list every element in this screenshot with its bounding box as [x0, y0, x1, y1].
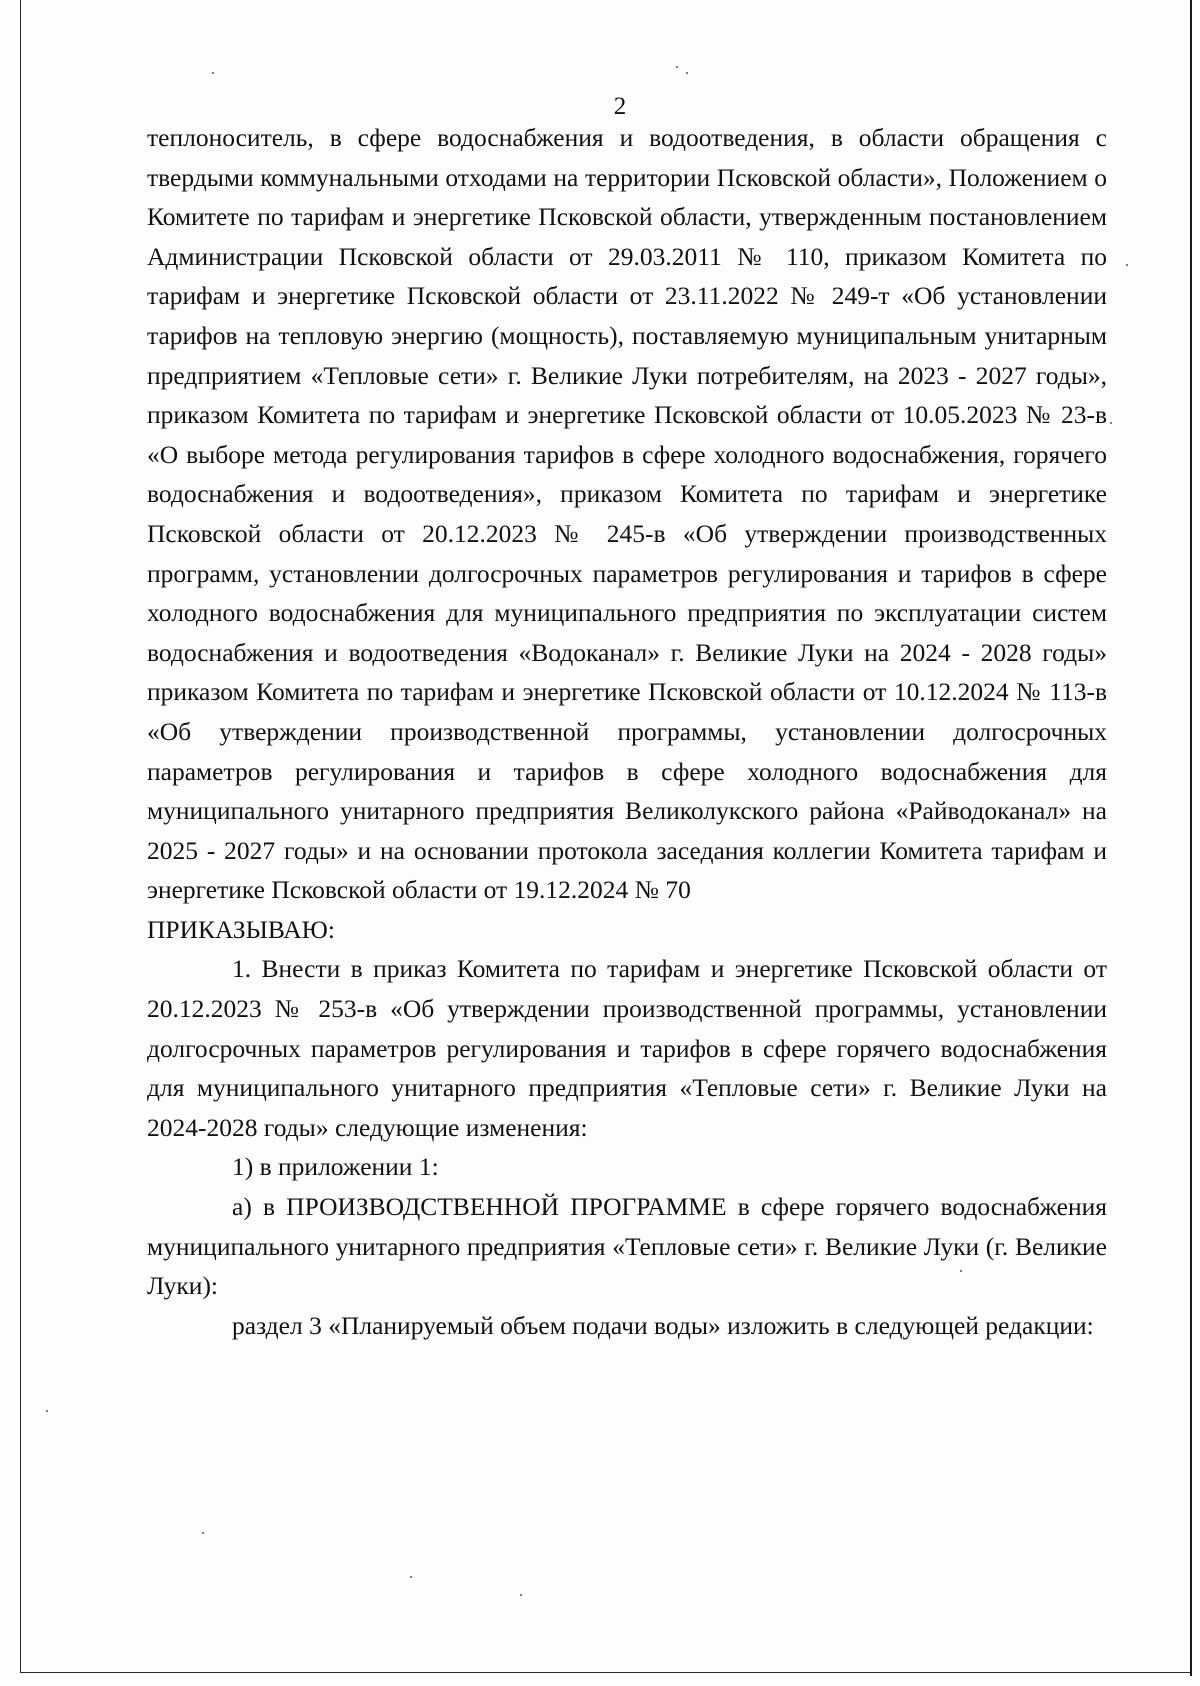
paragraph-order-heading: ПРИКАЗЫВАЮ: — [147, 914, 335, 944]
scan-speck — [410, 1576, 412, 1578]
scan-speck — [1126, 264, 1128, 266]
scan-speck — [46, 1410, 48, 1412]
page-edge-bottom — [20, 1672, 1190, 1673]
scan-speck — [1110, 422, 1112, 424]
paragraph-item-1: 1. Внести в приказ Комитета по тарифам и энергетике Псковской области от 20.12.2023 № 253-в «Об утверждении производственной программы, установлении долгосрочных параметров регулирования и тарифов в сфере горячего водоснабжения для муниципального унитарного предприятия «Тепловые сети» г. Великие Луки на 2024-2028 годы» следующие изменения: — [147, 954, 1107, 1142]
scan-speck — [212, 72, 214, 74]
paragraph-section-3: раздел 3 «Планируемый объем подачи воды» изложить в следующей редакции: — [232, 1310, 1094, 1340]
document-body — [147, 118, 1107, 1345]
paragraph-subitem-1: 1) в приложении 1: — [232, 1152, 439, 1182]
page-number: 2 — [613, 93, 627, 120]
scan-speck — [676, 66, 678, 68]
page-edge-right — [1190, 0, 1192, 1676]
paragraph-subitem-a: а) в ПРОИЗВОДСТВЕННОЙ ПРОГРАММЕ в сфере горячего водоснабжения муниципального унитарного предприятия «Тепловые сети» г. Великие Луки (г. Великие Луки): — [147, 1192, 1107, 1301]
scan-speck — [202, 1532, 204, 1534]
paragraph-preamble: теплоноситель, в сфере водоснабжения и водоотведения, в области обращения с твердыми коммунальными отходами на территории Псковской области», Положением о Комитете по тарифам и энергетике Псковской области, утвержденным постановлением Администрации Псковской области от 29.03.2011 № 110, приказом Комитета по тарифам и энергетике Псковской области от 23.11.2022 № 249-т «Об установлении тарифов на тепловую энергию (мощность), поставляемую муниципальным унитарным предприятием «Тепловые сети» г. Великие Луки потребителям, на 2023 - 2027 годы», приказом Комитета по тарифам и энергетике Псковской области от 10.05.2023 № 23-в «О выборе метода регулирования тарифов в сфере холодного водоснабжения, горячего водоснабжения и водоотведения», приказом Комитета по тарифам и энергетике Псковской области от 20.12.2023 № 245-в «Об утверждении производственных программ, установлении долгосрочных параметров регулирования и тарифов в сфере холодного водоснабжения для муниципального предприятия по эксплуатации систем водоснабжения и водоотведения «Водоканал» г. Великие Луки на 2024 - 2028 годы» приказом Комитета по тарифам и энергетике Псковской области от 10.12.2024 № 113-в «Об утверждении производственной программы, установлении долгосрочных параметров регулирования и тарифов в сфере холодного водоснабжения для муниципального унитарного предприятия Великолукского района «Райводоканал» на 2025 - 2027 годы» и на основании протокола заседания коллегии Комитета тарифам и энергетике Псковской области от 19.12.2024 № 70 — [147, 123, 1107, 905]
scan-speck — [686, 72, 688, 74]
page-edge-left — [20, 0, 21, 1672]
scan-speck — [520, 1594, 522, 1596]
